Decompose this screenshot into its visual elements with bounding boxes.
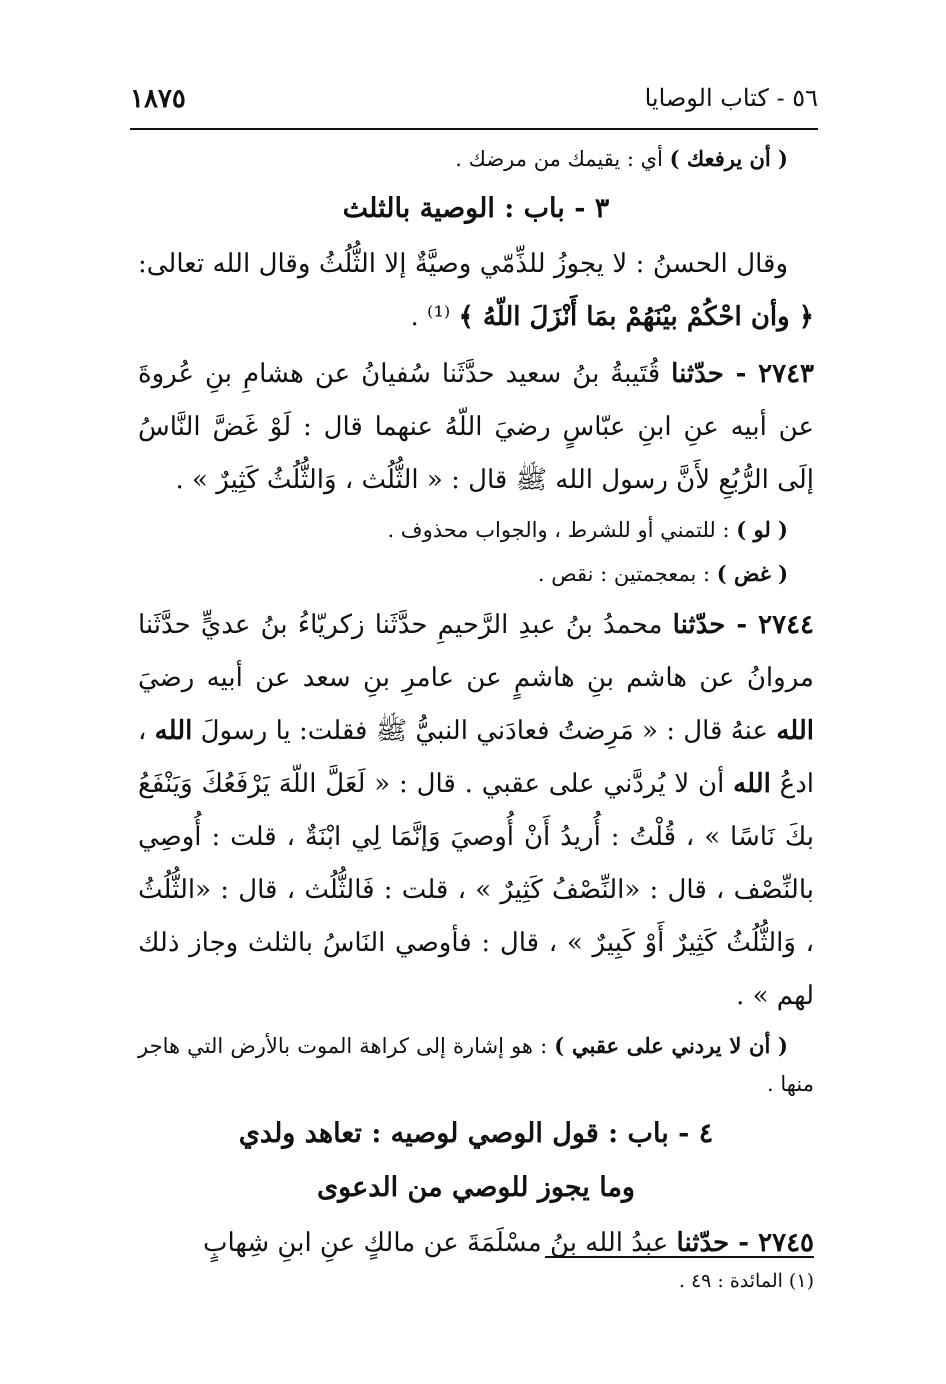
hadith-number: ٢٧٤٤ - حدّثنا [672,610,814,640]
gloss-text: : هو إشارة إلى كراهة الموت بالأرض التي هاجر منها . [138,1034,814,1096]
gloss-law [138,511,814,549]
hadith-text: محمدُ بنُ عبدِ الرَّحيمِ حدَّثَنا زكريّاءُ بنُ عديٍّ حدَّثَنا مروانُ عن هاشم بنِ هاشمٍ عن عامرِ بنِ سعد عن أبيه رضيَ [138,610,814,693]
page-header [130,84,818,124]
hadith-2744 [138,599,814,1023]
page-number: ١٨٧٥ [130,84,186,114]
section-heading-4-line-1: ٤ - باب : قول الوصي لوصيه : تعاهد ولدي [238,1118,714,1149]
divine-name: الله [776,716,815,746]
gloss-uqbi [138,1027,814,1103]
divine-name: الله [154,716,193,746]
gloss-ghadd [138,555,814,593]
hadith-text: عبدُ الله بنُ مسْلَمَةَ عن مالكٍ عنِ ابنِ شِهابٍ [202,1228,677,1258]
paragraph-hasan-quote [138,238,814,344]
paragraph-text: وقال الحسنُ : لا يجوزُ للذِّمّي وصيَّةٌ إلا الثُّلُثُ وقال الله تعالى: [138,249,788,279]
section-heading-4-line-2: وما يجوز للوصي من الدعوى [317,1172,635,1203]
gloss-term: ( أن يرفعك ) [669,146,788,171]
hadith-2743 [138,348,814,507]
chapter-title: ٥٦ - كتاب الوصايا [644,84,818,112]
footnote-ref: ⁽¹⁾ . [410,302,459,332]
hadith-number: ٢٧٤٣ - حدّثنا [671,359,814,389]
gloss-term: ( غض ) [716,561,788,586]
gloss-term: ( أن لا يردني على عقبي ) [554,1033,788,1058]
gloss-arfaak [138,140,814,178]
divine-name: الله [733,769,771,799]
gloss-text: : بمعجمتين : نقص . [537,562,717,586]
gloss-text: أي : يقيمك من مرضك . [455,147,670,171]
hadith-2745 [138,1217,814,1270]
footnote: (١) المائدة : ٤٩ . [678,1270,814,1292]
section-heading-3: ٣ - باب : الوصية بالثلث [342,193,610,224]
header-rule [130,128,818,130]
quran-verse: ﴿ وأن احْكُمْ بيْنَهُمْ بمَا أَنْزَلَ اللّهُ ﴾ [458,302,814,332]
hadith-text: أن لا يُردَّني على عقبي . قال : « لَعَلَّ اللّهَ يَرْفَعُكَ وَيَنْفَعُ بكَ نَاسًا » ، قُلْتُ : أُريدُ أَنْ أُوصيَ وَإنَّمَا لِي ابْنَةٌ ، قلت : أُوصِي بالنِّصْف ، قال : «النِّصْفُ كَثِيرٌ » ، قلت : فَالثُّلُث ، قال : «الثُّلُثُ ، وَالثُّلُثُ كَثِيرٌ أَوْ كَبِيرٌ » ، قال : فأوصي النَاسُ بالثلث وجاز ذلك لهم » . [138,769,814,1011]
hadith-text: قُتَيبةُ بنُ سعيد حدَّثَنا سُفيانُ عن هشامِ بنِ عُروةَ عن أبيه عنِ ابنِ عبّاسٍ رضيَ اللّهُ عنهما قال : لَوْ غَضَّ النَّاسُ إلَى الرُّبُعِ لأَنَّ رسول الله ﷺ قال : « الثُّلُث ، وَالثُّلُثُ كَثِيرٌ » . [138,359,814,495]
gloss-text: : للتمني أو للشرط ، والجواب محذوف . [387,518,737,542]
hadith-text: عنهُ قال : « مَرِضتُ فعادَني النبيُّ ﷺ فقلت: يا رسولَ [192,716,777,746]
footnote-rule [545,1256,814,1258]
hadith-number: ٢٧٤٥ - حدّثنا [676,1228,814,1258]
hadith-text: ، ادعُ [138,716,814,799]
page-body [138,140,814,1270]
gloss-term: ( لو ) [736,517,788,542]
